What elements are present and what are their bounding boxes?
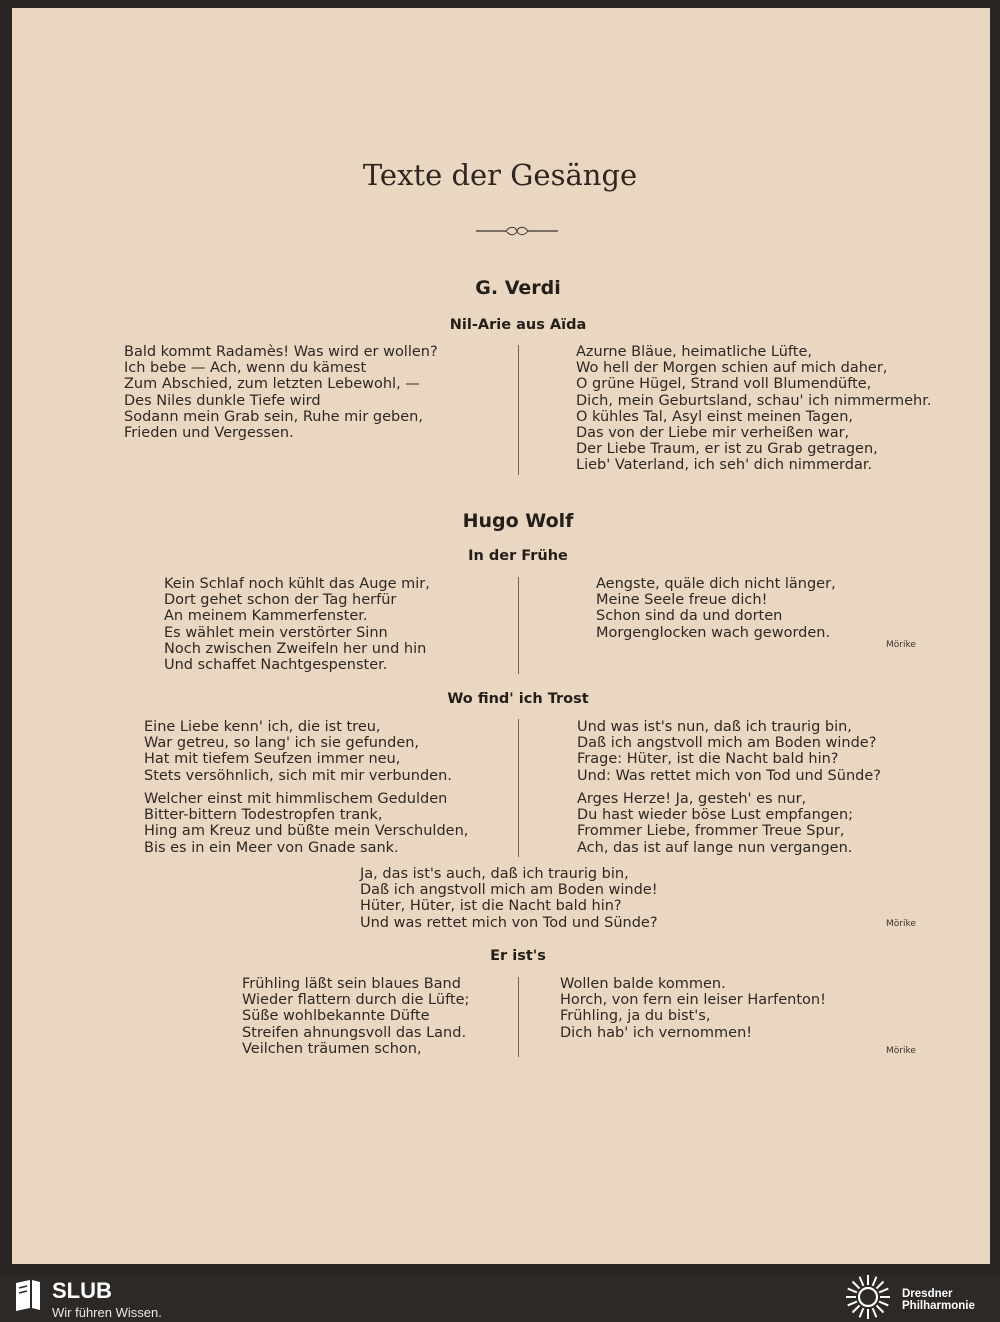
verse-line: Ja, das ist's auch, daß ich traurig bin, (360, 866, 629, 882)
verse-line: O grüne Hügel, Strand voll Blumendüfte, (576, 376, 872, 393)
verse-line: O kühles Tal, Asyl einst meinen Tagen, (576, 408, 853, 425)
verse-line: Wieder flattern durch die Lüfte; (242, 992, 470, 1009)
verse-nil-arie-left (124, 344, 438, 441)
poet-credit: Mörike (886, 640, 916, 650)
verse-line: Und was rettet mich von Tod und Sünde? (360, 914, 658, 931)
poet-credit: Mörike (886, 1046, 916, 1056)
page-title: Texte der Gesänge (362, 158, 638, 192)
verse-in-der-fruehe-left (164, 576, 430, 673)
verse-er-ists-right (560, 976, 826, 1041)
verse-trost-center (360, 866, 658, 931)
verse-line: Azurne Bläue, heimatliche Lüfte, (576, 344, 813, 360)
poet-credit: Mörike (886, 919, 916, 929)
composer-heading-verdi: G. Verdi (475, 277, 561, 299)
document-page (12, 8, 990, 1264)
verse-line: Horch, von fern ein leiser Harfenton! (560, 992, 826, 1009)
verse-line: Bitter-bittern Todestropfen trank, (144, 807, 383, 824)
library-name: SLUB (52, 1278, 112, 1303)
verse-line: Bis es in ein Meer von Gnade sank. (144, 839, 399, 856)
column-divider (518, 345, 519, 475)
song-title-in-der-fruehe: In der Frühe (468, 548, 568, 564)
verse-trost-left-2 (144, 791, 468, 856)
column-divider (518, 719, 519, 857)
verse-line: Es wählet mein verstörter Sinn (164, 624, 388, 641)
verse-line: Hing am Kreuz und büßte mein Verschulden, (144, 823, 469, 840)
verse-line: Zum Abschied, zum letzten Lebewohl, — (124, 376, 420, 393)
verse-line: Veilchen träumen schon, (242, 1040, 422, 1057)
verse-line: Arges Herze! Ja, gesteh' es nur, (577, 791, 807, 807)
verse-line: Noch zwischen Zweifeln her und hin (164, 640, 427, 657)
verse-line: Wo hell der Morgen schien auf mich daher, (576, 360, 888, 377)
verse-line: Das von der Liebe mir verheißen war, (576, 424, 850, 441)
starburst-logo (842, 1273, 894, 1321)
verse-line: Frommer Liebe, frommer Treue Spur, (577, 823, 845, 840)
column-divider (518, 977, 519, 1057)
verse-line: War getreu, so lang' ich sie gefunden, (144, 735, 420, 752)
verse-line: Streifen ahnungsvoll das Land. (242, 1024, 467, 1041)
verse-line: Eine Liebe kenn' ich, die ist treu, (144, 719, 381, 735)
verse-line: Bald kommt Radamès! Was wird er wollen? (124, 344, 438, 360)
verse-line: Kein Schlaf noch kühlt das Auge mir, (164, 576, 430, 592)
verse-line: Und was ist's nun, daß ich traurig bin, (577, 719, 852, 735)
verse-line: Lieb' Vaterland, ich seh' dich nimmerdar. (576, 457, 873, 474)
verse-line: Frage: Hüter, ist die Nacht bald hin? (577, 751, 839, 768)
verse-line: Daß ich angstvoll mich am Boden winde! (360, 882, 658, 899)
verse-line: Süße wohlbekannte Düfte (242, 1008, 430, 1025)
verse-line: Frühling, ja du bist's, (560, 1008, 711, 1025)
verse-line: Hat mit tiefem Seufzen immer neu, (144, 751, 401, 768)
column-divider (518, 577, 519, 674)
verse-line: Sodann mein Grab sein, Ruhe mir geben, (124, 408, 423, 425)
verse-line: Und: Was rettet mich von Tod und Sünde? (577, 767, 881, 784)
verse-line: Wollen balde kommen. (560, 976, 726, 992)
verse-line: Aengste, quäle dich nicht länger, (596, 576, 836, 592)
song-title-nil-arie: Nil-Arie aus Aïda (449, 317, 587, 333)
song-title-er-ists: Er ist's (490, 948, 546, 964)
verse-line: Meine Seele freue dich! (596, 592, 768, 609)
verse-line: Morgenglocken wach geworden. (596, 624, 831, 641)
verse-line: Frieden und Vergessen. (124, 424, 294, 441)
song-title-wo-find-ich-trost: Wo find' ich Trost (447, 691, 589, 707)
library-slogan: Wir führen Wissen. (52, 1305, 162, 1320)
verse-line: Dort gehet schon der Tag herfür (164, 592, 397, 609)
verse-line: Hüter, Hüter, ist die Nacht bald hin? (360, 898, 622, 915)
title-ornament (476, 224, 558, 238)
verse-line: Dich hab' ich vernommen! (560, 1024, 753, 1041)
partner-line-1: Dresdner (902, 1288, 953, 1300)
verse-er-ists-left (242, 976, 469, 1057)
verse-trost-left-1 (144, 719, 452, 784)
verse-nil-arie-right (576, 344, 931, 474)
verse-line: Der Liebe Traum, er ist zu Grab getragen, (576, 441, 878, 458)
partner-line-2: Philharmonie (902, 1300, 975, 1312)
verse-line: Du hast wieder böse Lust empfangen; (577, 807, 854, 824)
verse-in-der-fruehe-right (596, 576, 836, 641)
verse-line: Welcher einst mit himmlischem Gedulden (144, 791, 448, 807)
verse-line: Frühling läßt sein blaues Band (242, 976, 461, 992)
verse-trost-right-1 (577, 719, 881, 784)
verse-line: Des Niles dunkle Tiefe wird (124, 392, 321, 409)
verse-line: Und schaffet Nachtgespenster. (164, 656, 388, 673)
verse-line: An meinem Kammerfenster. (164, 608, 368, 625)
verse-line: Daß ich angstvoll mich am Boden winde? (577, 735, 877, 752)
verse-line: Schon sind da und dorten (596, 608, 783, 625)
verse-line: Ich bebe — Ach, wenn du kämest (124, 360, 367, 377)
partner-name (902, 1288, 975, 1312)
book-icon (12, 1279, 42, 1313)
verse-trost-right-2 (577, 791, 853, 856)
verse-line: Ach, das ist auf lange nun vergangen. (577, 839, 853, 856)
composer-heading-wolf: Hugo Wolf (462, 510, 574, 532)
verse-line: Dich, mein Geburtsland, schau' ich nimmermehr. (576, 392, 932, 409)
verse-line: Stets versöhnlich, sich mit mir verbunden. (144, 767, 452, 784)
